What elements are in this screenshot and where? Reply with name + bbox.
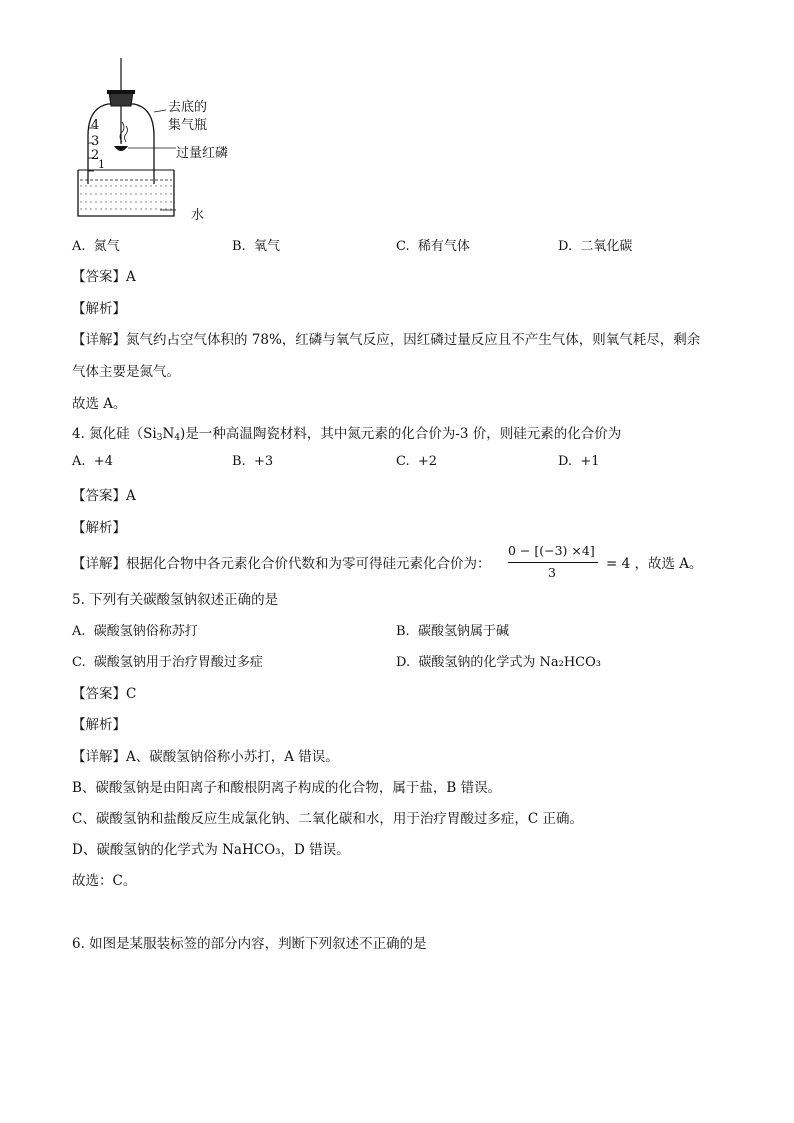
q4-stem: 4. 氮化硅$(Si_3N_4)$是一种高温陶瓷材料，其中氮元素的化合价为-3 价，则硅元素的化合价为 bbox=[72, 426, 622, 443]
apparatus-diagram bbox=[76, 58, 276, 223]
q4-fraction-numerator: 0 − [(−3) ×4] bbox=[508, 543, 595, 558]
scale-mark-2: 2 bbox=[91, 148, 100, 163]
q5-option-d: D. 碳酸氢钠的化学式为 Na₂HCO₃ bbox=[396, 655, 601, 670]
q4-option-c: C. +2 bbox=[396, 454, 438, 469]
q4-detail-prefix: 【详解】根据化合物中各元素化合价代数和为零可得硅元素化合价为： bbox=[72, 556, 491, 572]
q5-stem: 5. 下列有关碳酸氢钠叙述正确的是 bbox=[72, 592, 279, 608]
q3-analysis-heading: 【解析】 bbox=[72, 301, 126, 317]
q5-option-a: A. 碳酸氢钠俗称苏打 bbox=[72, 624, 198, 639]
q3-option-c: C. 稀有气体 bbox=[396, 239, 470, 254]
q4-option-d: D. +1 bbox=[558, 454, 600, 469]
q3-option-d: D. 二氧化碳 bbox=[558, 239, 633, 254]
scale-mark-1: 1 bbox=[98, 158, 105, 171]
q4-detail-suffix: = 4 ，故选 A。 bbox=[606, 556, 703, 572]
scale-mark-4: 4 bbox=[91, 118, 100, 133]
q4-analysis-heading: 【解析】 bbox=[72, 520, 126, 536]
water-label: 水 bbox=[191, 208, 205, 223]
bottle-label-line1: 去底的 bbox=[168, 100, 208, 115]
q5-analysis-heading: 【解析】 bbox=[72, 717, 126, 733]
bottle-label-line2: 集气瓶 bbox=[168, 118, 208, 133]
q4-fraction bbox=[508, 543, 600, 581]
phosphorus-label: 过量红磷 bbox=[176, 146, 229, 161]
q3-option-a: A. 氮气 bbox=[72, 239, 120, 254]
q4-fraction-bar bbox=[508, 562, 598, 563]
q4-option-b: B. +3 bbox=[232, 454, 274, 469]
q3-answer: 【答案】A bbox=[72, 269, 136, 285]
q5-option-b: B. 碳酸氢钠属于碱 bbox=[396, 624, 509, 639]
q5-conclusion: 故选：C。 bbox=[72, 873, 137, 889]
q4-answer: 【答案】A bbox=[72, 488, 136, 504]
q4-option-a: A. +4 bbox=[72, 454, 113, 469]
q5-detail-a: 【详解】A、碳酸氢钠俗称小苏打，A 错误。 bbox=[72, 749, 339, 765]
q5-option-c: C. 碳酸氢钠用于治疗胃酸过多症 bbox=[72, 655, 263, 670]
q3-conclusion: 故选 A。 bbox=[72, 396, 127, 412]
q3-option-b: B. 氧气 bbox=[232, 239, 280, 254]
q5-detail-c: C、碳酸氢钠和盐酸反应生成氯化钠、二氧化碳和水，用于治疗胃酸过多症，C 正确。 bbox=[72, 811, 583, 827]
scale-mark-3: 3 bbox=[91, 134, 100, 149]
q5-detail-b: B、碳酸氢钠是由阳离子和酸根阴离子构成的化合物，属于盐，B 错误。 bbox=[72, 780, 502, 796]
q5-detail-d: D、碳酸氢钠的化学式为 NaHCO₃，D 错误。 bbox=[72, 842, 350, 858]
q6-stem: 6. 如图是某服装标签的部分内容，判断下列叙述不正确的是 bbox=[72, 936, 427, 952]
apparatus-figure bbox=[76, 58, 276, 223]
q3-detail-line1: 【详解】氮气约占空气体积的 78%，红磷与氧气反应，因红磷过量反应且不产生气体，则氧气耗尽，剩余 bbox=[72, 332, 701, 348]
q5-answer: 【答案】C bbox=[72, 686, 137, 702]
q4-fraction-denominator: 3 bbox=[548, 565, 556, 580]
q3-detail-line2: 气体主要是氮气。 bbox=[72, 364, 180, 380]
